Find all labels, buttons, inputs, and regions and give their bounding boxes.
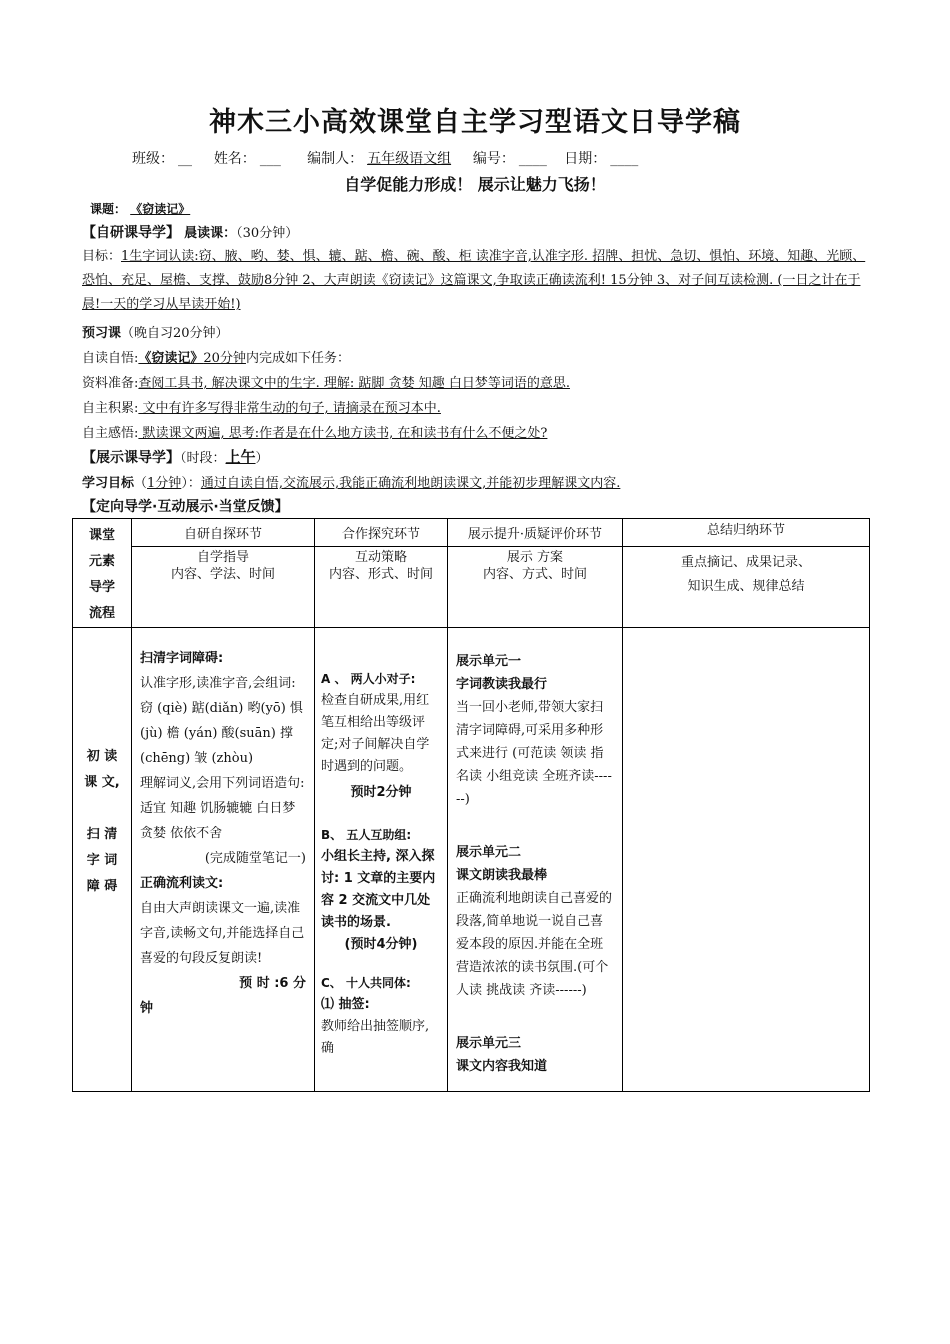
col2-text: 小组长主持, 深入探讨: 1 文章的主要内容 2 交流文中几处读书的场景. bbox=[321, 849, 436, 930]
goal-text: 1生字词认读:窃、腋、哟、婪、惧、辘、踮、檐、碗、酸、柜 读准字音,认准字形. 招牌、担忧、急切、惧怕、环境、知趣、光顾、恐怕、充足、屋檐、支撑、鼓励8分钟 2、大声朗读《窃读记》这篇课文,争取读正确读流利! 15分钟 3、对子间互读检测. (一日之计在于晨!一天的学习从早读开始!) bbox=[82, 249, 866, 312]
goal-label: 目标： bbox=[82, 249, 122, 264]
col1-heading: 扫清字词障碍: bbox=[140, 651, 224, 666]
col2-text: 检查自研成果,用红笔互相给出等级评定;对子间解决自学时遇到的问题。 bbox=[321, 693, 430, 774]
unit-text: 当一回小老师,带领大家扫清字词障碍,可采用多种形式来进行 (可范读 领读 指名读 小组竞读 全班齐读------) bbox=[456, 700, 612, 807]
feel-text: 默读课文两遍, 思考:作者是在什么地方读书, 在和读书有什么不便之处? bbox=[138, 426, 548, 441]
unit-title: 展示单元一 bbox=[456, 654, 522, 669]
sub-header-title: 重点摘记、成果记录、 bbox=[680, 555, 811, 571]
name-label: 姓名： bbox=[213, 151, 256, 167]
preview-line bbox=[82, 322, 229, 341]
task-label: 自读自悟: bbox=[82, 351, 139, 366]
corner-line: 课堂 bbox=[88, 528, 115, 543]
morning-label: 晨读课： bbox=[184, 226, 237, 241]
corner-line: 导学 bbox=[88, 580, 115, 595]
unit-text: 正确流利地朗读自己喜爱的段落,简单地说一说自己喜爱本段的原因.并能在全班营造浓浓的读书氛围.(可个人读 挑战读 齐读------) bbox=[456, 891, 613, 998]
stage-line bbox=[73, 796, 131, 822]
col1-text: (完成随堂笔记一) bbox=[204, 851, 306, 866]
guide-table bbox=[72, 518, 870, 1092]
col2-title: B、 五人互助组: bbox=[321, 828, 412, 842]
col1-heading: 正确流利读文: bbox=[140, 876, 224, 891]
corner-line: 元素 bbox=[88, 554, 115, 569]
sub-header-title: 展示 方案 bbox=[506, 550, 564, 566]
show-goal-text: 通过自读自悟,交流展示,我能正确流利地朗读课文,并能初步理解课文内容. bbox=[200, 476, 621, 491]
phase-header-show: 展示提升·质疑评价环节 bbox=[448, 519, 623, 547]
accumulate-line bbox=[82, 397, 441, 416]
col1-text: 窃 (qiè) 踮(diǎn) 哟(yō) 惧(jù) 檐 (yán) 酸(suān) 撑(chēng) 皱 (zhòu) bbox=[140, 701, 303, 766]
task-time: 20分钟 bbox=[203, 351, 246, 366]
unit-title: 展示单元二 bbox=[456, 845, 522, 860]
feel-line bbox=[82, 422, 547, 441]
sub-header-detail: 知识生成、规律总结 bbox=[687, 579, 805, 595]
show-goal-label: 学习目标 bbox=[82, 476, 135, 491]
show-time-value: 上午 bbox=[225, 448, 256, 466]
show-goal-close: ）： bbox=[181, 476, 201, 491]
feel-label: 自主感悟: bbox=[82, 426, 139, 441]
accumulate-text: 文中有许多写得非常生动的句子, 请摘录在预习本中. bbox=[138, 401, 441, 416]
show-goal-time: 1分钟 bbox=[147, 476, 182, 491]
sub-header-detail: 内容、方式、时间 bbox=[482, 567, 587, 583]
col1-time: 钟 bbox=[140, 1001, 154, 1016]
lesson-label: 课题： bbox=[90, 202, 127, 216]
preview-label: 预习课 bbox=[82, 326, 122, 341]
material-label: 资料准备: bbox=[82, 376, 139, 391]
show-heading: 【展示课导学】 bbox=[82, 450, 180, 466]
unit-name: 课文内容我知道 bbox=[456, 1059, 548, 1074]
stage-cell bbox=[73, 628, 132, 1092]
material-text: 查阅工具书, 解决课文中的生字. 理解: 踮脚 贪婪 知趣 白日梦等词语的意思. bbox=[138, 376, 570, 391]
col1-text: 适宜 知趣 饥肠辘辘 白日梦 贪婪 依依不舍 bbox=[140, 801, 296, 841]
sub-header-detail: 内容、形式、时间 bbox=[328, 567, 433, 583]
sub-header-title: 互动策略 bbox=[354, 550, 407, 566]
show-cell bbox=[448, 628, 623, 1092]
material-line bbox=[82, 372, 570, 391]
sub-header-guide bbox=[132, 547, 315, 628]
task-book: 《窃读记》 bbox=[138, 351, 204, 366]
show-time-label: （时段： bbox=[180, 451, 226, 466]
lesson-value: 《窃读记》 bbox=[130, 202, 191, 216]
editor-label: 编制人： bbox=[307, 151, 364, 167]
name-value: ___ bbox=[259, 151, 281, 167]
unit-title: 展示单元三 bbox=[456, 1036, 522, 1051]
preview-time: （晚自习20分钟） bbox=[121, 326, 229, 341]
col1-time: 预 时 :6 分 bbox=[239, 976, 306, 991]
show-heading-line bbox=[82, 446, 269, 467]
number-label: 编号： bbox=[472, 151, 515, 167]
guide-heading: 【定向导学·互动展示·当堂反馈】 bbox=[82, 499, 289, 515]
goal-paragraph bbox=[82, 245, 874, 317]
self-study-heading: 【自研课导学】 bbox=[82, 225, 180, 241]
show-goal-open: （ bbox=[134, 476, 148, 491]
table-corner-cell bbox=[73, 519, 132, 628]
class-value: __ bbox=[178, 151, 192, 167]
cooperate-cell bbox=[315, 628, 448, 1092]
phase-header-cooperate: 合作探究环节 bbox=[315, 519, 448, 547]
task-suffix: 内完成如下任务： bbox=[245, 351, 350, 366]
sub-header-strategy bbox=[315, 547, 448, 628]
stage-line: 字 词 bbox=[86, 853, 118, 868]
col2-title: A 、 两人小对子: bbox=[321, 672, 416, 686]
sub-header-plan bbox=[448, 547, 623, 628]
number-value: ____ bbox=[518, 151, 547, 167]
date-value: ____ bbox=[610, 151, 639, 167]
corner-line: 流程 bbox=[88, 606, 115, 621]
col1-text: 理解词义,会用下列词语造句: bbox=[140, 776, 305, 791]
lesson-line bbox=[90, 200, 190, 217]
col2-sub: ⑴ 抽签: bbox=[321, 997, 370, 1012]
sub-header-title: 自学指导 bbox=[196, 550, 249, 566]
col1-text: 认准字形,读准字音,会组词: bbox=[140, 676, 296, 691]
col2-text: 教师给出抽签顺序, 确 bbox=[321, 1019, 430, 1056]
sub-header-detail: 内容、学法、时间 bbox=[170, 567, 275, 583]
phase-header-summary: 总结归纳环节 bbox=[623, 519, 870, 547]
editor-value: 五年级语文组 bbox=[367, 151, 452, 167]
stage-line: 障 碍 bbox=[86, 879, 118, 894]
self-study-cell bbox=[132, 628, 315, 1092]
col2-time: 预时2分钟 bbox=[350, 785, 412, 800]
summary-cell bbox=[623, 628, 870, 1092]
accumulate-label: 自主积累: bbox=[82, 401, 139, 416]
stage-line: 扫 清 bbox=[86, 827, 118, 842]
stage-line: 初 读 bbox=[86, 749, 118, 764]
phase-header-self-study: 自研自探环节 bbox=[132, 519, 315, 547]
class-label: 班级： bbox=[132, 151, 174, 167]
unit-name: 课文朗读我最棒 bbox=[456, 868, 548, 883]
stage-line: 课 文, bbox=[84, 775, 120, 790]
morning-time: （30分钟） bbox=[236, 226, 299, 241]
col2-title: C、 十人共同体: bbox=[321, 976, 411, 990]
header-info bbox=[132, 148, 642, 168]
unit-name: 字词教读我最行 bbox=[456, 677, 548, 692]
sub-header-summary bbox=[623, 547, 870, 628]
show-goal-line bbox=[82, 472, 620, 491]
col2-time: (预时4分钟) bbox=[344, 937, 418, 952]
page-title: 神木三小高效课堂自主学习型语文日导学稿 bbox=[209, 107, 741, 138]
col1-text: 自由大声朗读课文一遍,读准字音,读畅文句,并能选择自己喜爱的句段反复朗读! bbox=[140, 901, 305, 966]
task-line bbox=[82, 347, 350, 366]
date-label: 日期： bbox=[564, 151, 607, 167]
self-study-heading-line bbox=[82, 222, 298, 242]
show-time-close: ） bbox=[255, 451, 269, 466]
slogan: 自学促能力形成！ 展示让魅力飞扬！ bbox=[344, 175, 606, 194]
